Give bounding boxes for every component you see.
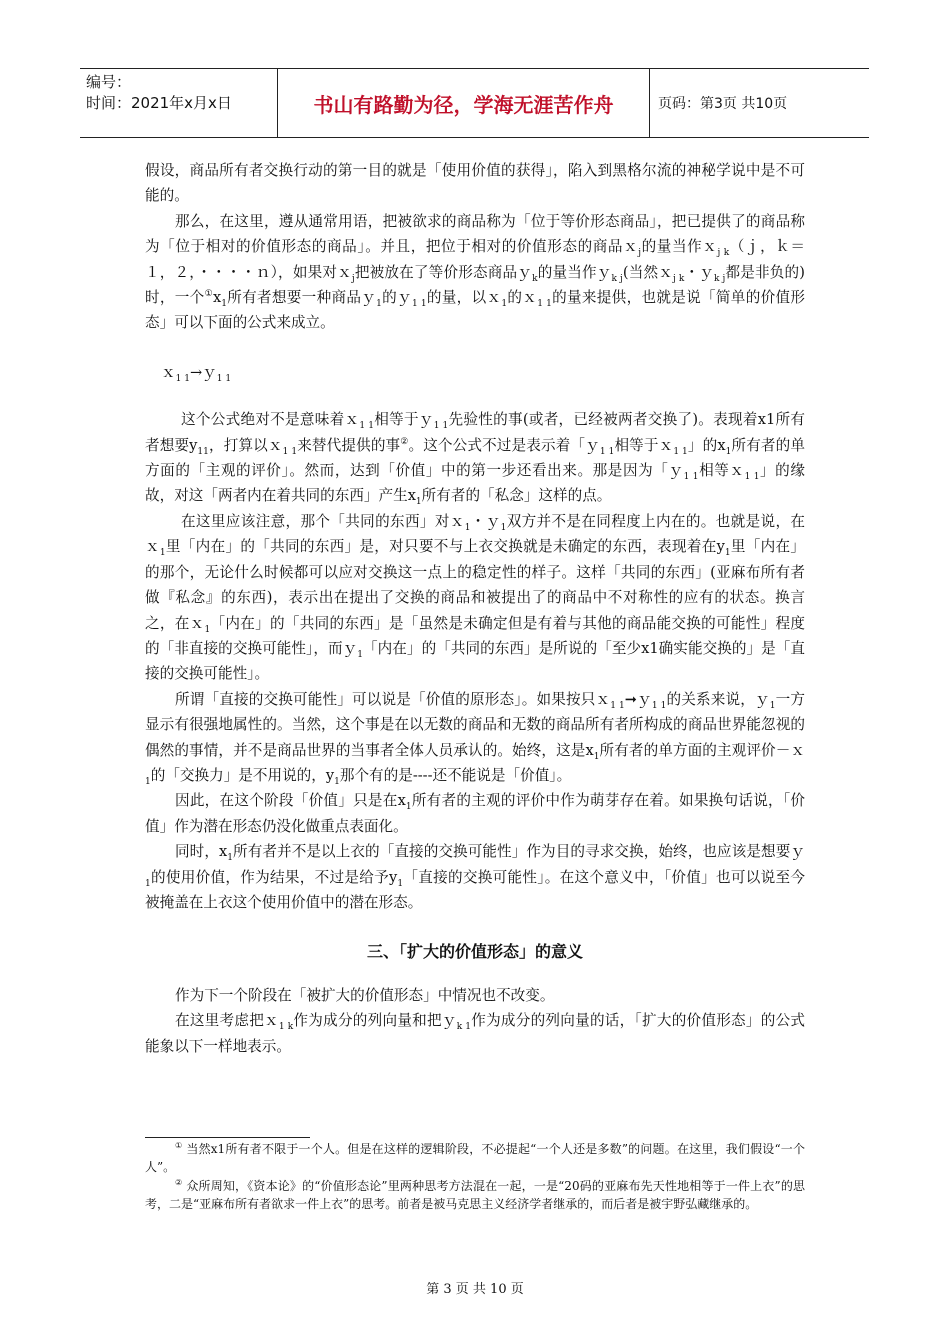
paragraph: 所谓「直接的交换可能性」可以说是「价值的原形态」。如果按只ｘ$_{1 1}$➞ｙ$_{1 1}$的关系来说，ｙ$_1$一方显示有很强地属性的。当然，这个事是在以无数的商品和无数的商品所有者所构成的商品世界能忽视的偶然的事情，并不是商品世界的当事者全体人员承认的。始终，这是$x_1$所有者的单方面的主观评价－ｘ$_1$的「交换力」是不用说的，$y_1$那个有的是----还不能说是「价值」。 (145, 690, 805, 787)
paragraph: 作为下一个阶段在「被扩大的价值形态」中情况也不改变。 (175, 986, 555, 1004)
footnote-2: ② 众所周知，《资本论》的“价值形态论”里两种思考方法混在一起，一是“20码的亚麻布先天性地相等于一件上衣”的思考，二是“亚麻布所有者欲求一件上衣”的思考。前者是被马克思主义经济学者继承的，而后者是被宇野弘藏继承的。 (145, 1178, 805, 1211)
footnote-ref-2: ② (400, 436, 409, 447)
footnote-separator (145, 1137, 310, 1138)
paragraph: 同时，$x_1$所有者并不是以上衣的「直接的交换可能性」作为目的寻求交换，始终，也应该是想要ｙ$_1$的使用价值，作为结果，不过是给予$y_1$「直接的交换可能性」。在这个意义中，「价值」也可以说至今被掩盖在上衣这个使用价值中的潜在形态。 (145, 843, 806, 911)
header-page-info: 页码：第3页 共10页 (658, 96, 788, 112)
footnote-ref-1: ① (204, 289, 213, 300)
paragraph: 假设，商品所有者交换行动的第一目的就是「使用价值的获得」，陷入到黑格尔流的神秘学说中是不可能的。 (145, 162, 805, 205)
header-motto: 书山有路勤为径，学海无涯苦作舟 (278, 69, 650, 137)
paragraph: 在这里应该注意，那个「共同的东西」对ｘ$_1$・ｙ$_1$双方并不是在同程度上内在的。也就是说，在ｘ$_1$里「内在」的「共同的东西」是，对只要不与上衣交换就是未确定的东西，表现着在$y_1$里「内在」的那个，无论什么时候都可以应对交换这一点上的稳定性的样子。这样「共同的东西」(亚麻布所有者做『私念』的东西)，表示出在提出了交换的商品和被提出了的商品中不对称性的应有的状态。换言之，在ｘ$_1$「内在」的「共同的东西」是「虽然是未确定但是有着与其他的商品能交换的可能性」程度的「非直接的交换可能性」，而ｙ$_1$「内在」的「共同的东西」是所说的「至少x1确实能交换的」是「直接的交换可能性」。 (145, 512, 805, 683)
header-meta (80, 69, 278, 137)
footnote-1: ① 当然x1所有者不限于一个人。但是在这样的逻辑阶段，不必提起“一个人还是多数”的问题。在这里，我们假设“一个人”。 (145, 1141, 806, 1174)
paragraph: 在这里考虑把ｘ$_{1 k}$作为成分的列向量和把ｙ$_{k 1}$作为成分的列向量的话，「扩大的价值形态」的公式能象以下一样地表示。 (145, 1012, 806, 1055)
document-body (145, 158, 805, 1059)
document-date: 时间：2021年x月x日 (86, 94, 232, 112)
paragraph: 因此，在这个阶段「价值」只是在$x_1$所有者的主观的评价中作为萌芽存在着。如果换句话说，「价值」作为潜在形态仍没化做重点表面化。 (145, 792, 806, 835)
footnotes (145, 1141, 805, 1215)
page-header (80, 68, 869, 138)
paragraph: 这个公式绝对不是意味着ｘ$_{1 1}$相等于ｙ$_{1 1}$先验性的事(或者，已经被两者交换了)。表现着x1所有者想要$y_{11}$，打算以ｘ$_{1 1}$来替代提供的事②。这个公式不过是表示着「ｙ$_{1 1}$相等于ｘ$_{1 1}$」的$x_1$所有者的单方面的「主观的评价」。然而，达到「价值」中的第一步还看出来。那是因为「ｙ$_{1 1}$相等ｘ$_{1 1}$」的缘故，对这「两者内在着共同的东西」产生$x_1$所有者的「私念」这样的点。 (145, 411, 805, 508)
paragraph: 那么，在这里，遵从通常用语，把被欲求的商品称为「位于等价形态商品」，把已提供了的商品称为「位于相对的价值形态的商品」。并且，把位于相对的价值形态的商品ｘ$_j$的量当作ｘ$_{j k}$（ｊ，ｋ＝１，２，・・・・ｎ），如果对ｘ$_j$把被放在了等价形态商品ｙ$_k$的量当作ｙ$_{k j}$(当然ｘ$_{j k}$・ｙ$_{k j}$都是非负的)时，一个$^①x_1$所有者想要一种商品ｙ$_1$的ｙ$_{1 1}$的量，以ｘ$_1$的ｘ$_{1 1}$的量来提供，也就是说「简单的价值形态」可以下面的公式来成立。 (145, 212, 805, 332)
page-footer: 第 3 页 共 10 页 (426, 1282, 524, 1297)
formula: ｘ$_{1 1}$→ｙ$_{1 1}$ (161, 363, 232, 384)
document-number-label: 编号： (86, 73, 132, 91)
section-heading: 三、「扩大的价值形态」的意义 (366, 942, 583, 962)
